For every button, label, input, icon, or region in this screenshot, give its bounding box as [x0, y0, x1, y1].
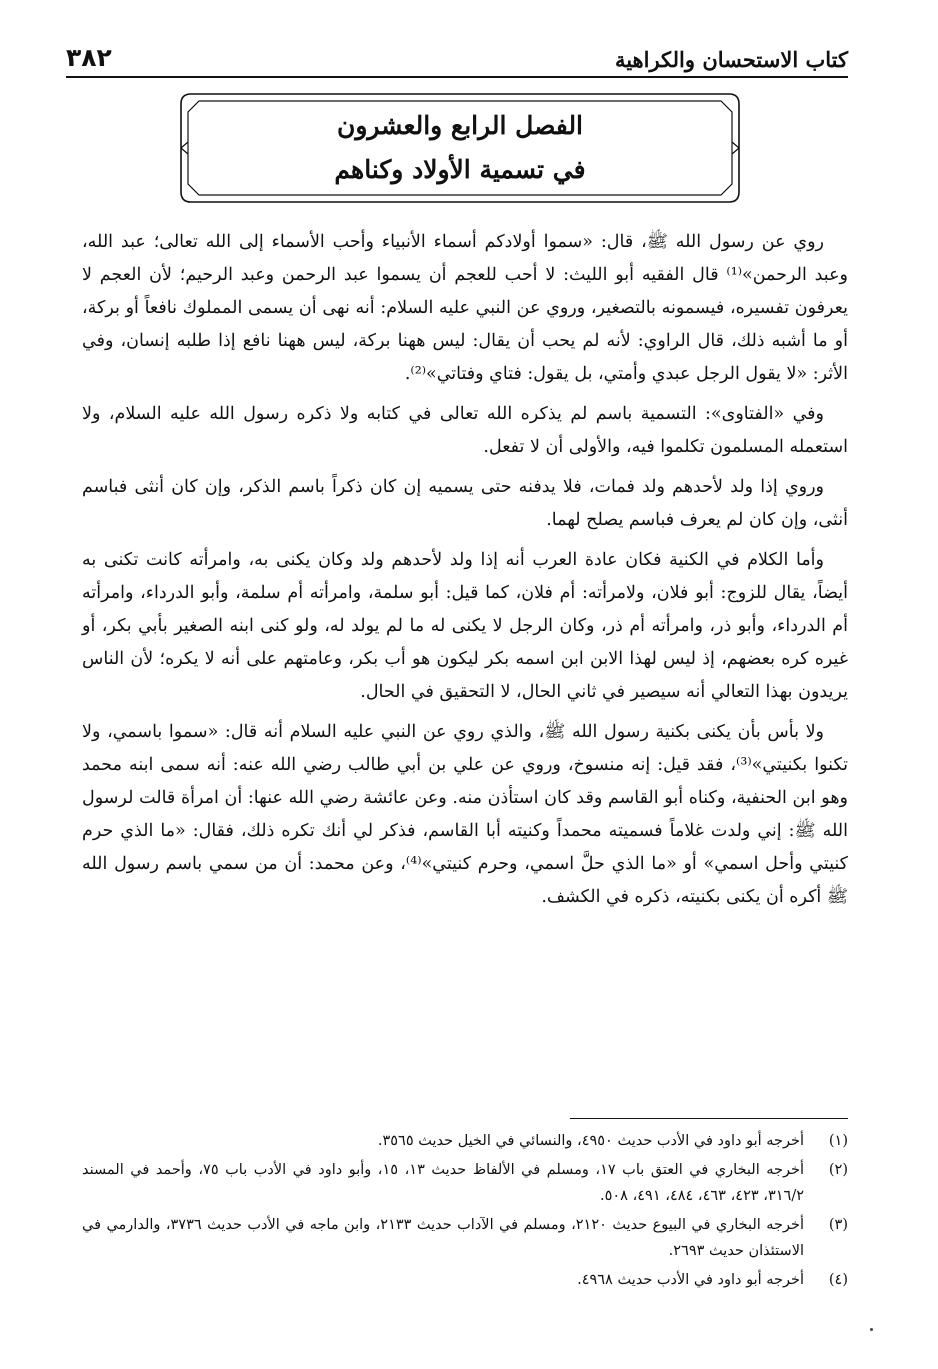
- running-head: [66, 34, 848, 78]
- paragraph: روي عن رسول الله ﷺ، قال: «سموا أولادكم أسماء الأنبياء وأحب الأسماء إلى الله تعالى؛ عبد الله، وعبد الرحمن»⁽¹⁾ قال الفقيه أبو الليث: لا أحب للعجم أن يسموا عبد الرحمن وعبد الرحيم؛ لأن العجم لا يعرفون تفسيره، فيسمونه بالتصغير، وروي عن النبي عليه السلام: أنه نهى أن يسمى المملوك نافعاً أو بركة، أو ما أشبه ذلك، قال الراوي: لأنه لم يحب أن يقال: ليس ههنا بركة، ليس ههنا نافع إذا طلبه إنسان، وفي الأثر: «لا يقول الرجل عبدي وأمتي، بل يقول: فتاي وفتاتي»⁽²⁾.: [82, 232, 848, 384]
- page-number: ٣٨٢: [66, 43, 112, 72]
- paragraph: وفي «الفتاوى»: التسمية باسم لم يذكره الله تعالى في كتابه ولا ذكره رسول الله عليه السلام، ولا استعمله المسلمون تكلموا فيه، والأولى أن لا تفعل.: [82, 404, 848, 457]
- footnote-text: أخرجه أبو داود في الأدب حديث ٤٩٦٨.: [577, 1272, 804, 1288]
- chapter-title-frame: [177, 90, 743, 206]
- footnote-divider: [570, 1118, 848, 1119]
- paragraph: وأما الكلام في الكنية فكان عادة العرب أنه إذا ولد لأحدهم ولد وكان يكنى به، وامرأته كانت تكنى به أيضاً، يقال للزوج: أبو فلان، ولامرأته: أم فلان، كما قيل: أبو سلمة، وامرأته أم سلمة، وأبو الدرداء، وامرأته أم الدرداء، وأبو ذر، وامرأته أم ذر، وكان الرجل لا يكنى له ما لم يولد له، ولو كنى ابنه الصغير بأبي بكر، أو غيره كره بعضهم، إذ ليس لهذا الابن ابن اسمه بكر ليكون هو أب بكر، وعامتهم على أنه لا يكره؛ لأن الناس يريدون بهذا التعالي أنه سيصير في ثاني الحال، لا التحقيق في الحال.: [82, 550, 848, 702]
- main-text: [82, 226, 848, 921]
- footnote-text: أخرجه البخاري في العتق باب ١٧، ومسلم في الألفاظ حديث ١٣، ١٥، وأبو داود في الأدب باب ٧٥، وأحمد في المسند ٣١٦/٢، ٤٢٣، ٤٦٣، ٤٨٤، ٤٩١، ٥٠٨.: [82, 1162, 805, 1204]
- footnote: [82, 1157, 848, 1209]
- paragraph: ولا بأس بأن يكنى بكنية رسول الله ﷺ، والذي روي عن النبي عليه السلام أنه قال: «سموا باسمي، ولا تكنوا بكنيتي»⁽³⁾، فقد قيل: إنه منسوخ، وروي عن علي بن أبي طالب رضي الله عنه: أنه سمى ابنه محمد وهو ابن الحنفية، وكناه أبو القاسم وقد كان استأذن منه. وعن عائشة رضي الله عنها: أن امرأة قالت لرسول الله ﷺ: إني ولدت غلاماً فسميته محمداً وكنيته أبا القاسم، فذكر لي أنك تكره ذلك، فقال: «ما الذي حرم كنيتي وأحل اسمي» أو «ما الذي حلَّ اسمي، وحرم كنيتي»⁽⁴⁾، وعن محمد: أن من سمي باسم رسول الله ﷺ أكره أن يكنى بكنيته، ذكره في الكشف.: [82, 722, 849, 907]
- scan-speck: [870, 1328, 873, 1331]
- chapter-subtitle: في تسمية الأولاد وكناهم: [334, 155, 586, 184]
- footnote-text: أخرجه البخاري في البيوع حديث ٢١٢٠، ومسلم في الآداب حديث ٢١٣٣، وابن ماجه في الأدب حديث ٣٧٣٦، والدارمي في الاستئذان حديث ٢٦٩٣.: [82, 1217, 804, 1259]
- footnote-number: (٢): [828, 1162, 848, 1178]
- footnote-number: (٣): [828, 1217, 848, 1233]
- chapter-title: الفصل الرابع والعشرون: [336, 111, 584, 140]
- footnote: [82, 1267, 848, 1293]
- footnote-number: (٤): [828, 1272, 848, 1288]
- footnote: [82, 1212, 848, 1264]
- footnote-text: أخرجه أبو داود في الأدب حديث ٤٩٥٠، والنسائي في الخيل حديث ٣٥٦٥.: [377, 1133, 804, 1149]
- paragraph: وروي إذا ولد لأحدهم ولد فمات، فلا يدفنه حتى يسميه إن كان ذكراً باسم الذكر، وإن كان أنثى فباسم أنثى، وإن كان لم يعرف فباسم يصلح لهما.: [82, 477, 848, 530]
- footnotes: [82, 1128, 848, 1296]
- footnote: [82, 1128, 848, 1154]
- footnote-number: (١): [828, 1133, 848, 1149]
- book-title: كتاب الاستحسان والكراهية: [614, 47, 848, 72]
